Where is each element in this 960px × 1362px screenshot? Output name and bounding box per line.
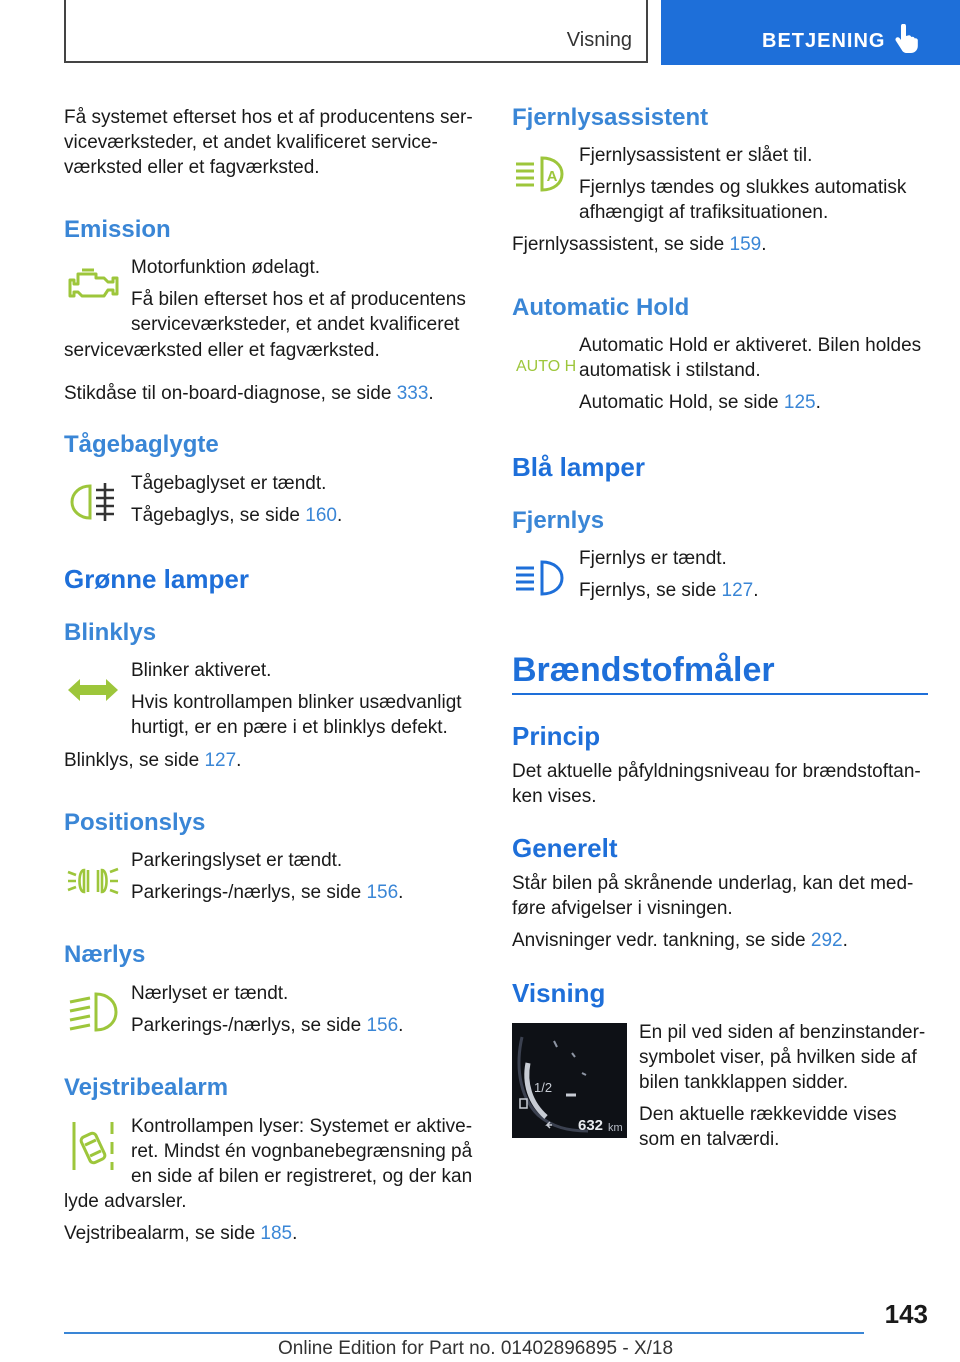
high-beam-assist-ref-link[interactable]: 159 — [729, 234, 762, 255]
general-line-a: Står bilen på skrånende underlag, kan det med- — [512, 873, 914, 894]
display-body — [639, 1020, 939, 1152]
engine-warning-icon — [68, 266, 120, 302]
high-beam-ref-link[interactable]: 127 — [721, 580, 754, 601]
parking-light-icon — [66, 866, 120, 896]
high-beam-ref: Fjernlys, se side 127. — [579, 580, 759, 601]
low-beam-heading: Nærlys — [64, 941, 146, 968]
position-line1: Parkeringslyset er tændt. — [131, 850, 343, 871]
blinker-line2b: hurtigt, er en pære i et blinklys defekt. — [131, 717, 448, 738]
principle-body — [512, 759, 942, 809]
auto-hold-ref: Automatic Hold, se side 125. — [579, 392, 821, 413]
turn-signal-icon — [66, 675, 120, 705]
section-title: Visning — [566, 29, 632, 51]
principle-line-a: Det aktuelle påfyldningsniveau for brændstoftan- — [512, 761, 921, 782]
lane-line1b: ret. Mindst én vognbanebegrænsning på — [131, 1141, 473, 1162]
general-line-b: føre afvigelser i visningen. — [512, 898, 733, 919]
principle-line-b: ken vises. — [512, 786, 597, 807]
high-beam-assist-line1: Fjernlysassistent er slået til. — [579, 145, 813, 166]
auto-hold-ref-text: Automatic Hold, se side — [579, 392, 784, 413]
auto-hold-ref-link[interactable]: 125 — [783, 392, 816, 413]
blinker-ref: Blinklys, se side 127. — [64, 750, 242, 771]
blinker-ref-link[interactable]: 127 — [204, 750, 237, 771]
lane-line1c: en side af bilen er registreret, og der kan — [131, 1166, 473, 1187]
fuel-gauge-image — [512, 1023, 627, 1138]
intro-text: Få systemet efterset hos et af producentens ser- viceværksteder, et andet kvalificeret service- værksted eller et fagværksted. — [64, 107, 473, 178]
lane-line1d: lyde advarsler. — [64, 1191, 187, 1212]
high-beam-assist-icon — [514, 154, 566, 194]
chapter-tab-label: BETJENING — [762, 30, 886, 52]
emission-line1: Motorfunktion ødelagt. — [131, 257, 321, 278]
emission-ref-link[interactable]: 333 — [396, 383, 429, 404]
fog-ref-text: Tågebaglys, se side — [131, 505, 306, 526]
blinker-body — [131, 658, 491, 740]
emission-line2b: serviceværksteder, et andet kvalificeret — [131, 314, 460, 335]
low-beam-line1: Nærlyset er tændt. — [131, 983, 289, 1004]
auto-hold-body — [579, 333, 939, 415]
display-line-2a: Den aktuelle rækkevidde vises — [639, 1104, 897, 1125]
gauge-range-unit: km — [608, 1122, 623, 1134]
hand-pointer-icon — [893, 24, 921, 54]
low-beam-ref-text: Parkerings-/nærlys, se side — [131, 1015, 367, 1036]
high-beam-assist-line2a: Fjernlys tændes og slukkes automatisk — [579, 177, 907, 198]
general-ref-link[interactable]: 292 — [810, 930, 843, 951]
blinker-line2a: Hvis kontrollampen blinker usædvanligt — [131, 692, 462, 713]
fuel-gauge-heading: Brændstofmåler — [512, 651, 775, 689]
fog-ref: Tågebaglys, se side 160. — [131, 505, 343, 526]
high-beam-line1: Fjernlys er tændt. — [579, 548, 727, 569]
position-ref: Parkerings-/nærlys, se side 156. — [131, 882, 404, 903]
high-beam-ref-text: Fjernlys, se side — [579, 580, 722, 601]
display-line-2b: som en talværdi. — [639, 1129, 780, 1150]
gauge-range-value: 632 — [578, 1117, 604, 1134]
footer-rule — [64, 1332, 864, 1334]
emission-body — [131, 255, 491, 337]
high-beam-assist-heading: Fjernlysassistent — [512, 104, 709, 131]
emission-ref-text: Stikdåse til on-board-diagnose, se side — [64, 383, 397, 404]
general-heading: Generelt — [512, 833, 618, 863]
emission-line2c: serviceværksted eller et fagværksted. — [64, 340, 380, 361]
fog-body — [131, 471, 491, 528]
header-box — [64, 0, 648, 63]
green-lamps-heading: Grønne lamper — [64, 564, 249, 594]
blue-lamps-heading: Blå lamper — [512, 452, 645, 482]
high-beam-heading: Fjernlys — [512, 507, 605, 534]
blinker-ref-text: Blinklys, se side — [64, 750, 205, 771]
position-heading: Positionslys — [64, 809, 206, 836]
fog-ref-link[interactable]: 160 — [305, 505, 337, 526]
low-beam-icon — [66, 990, 120, 1034]
rear-fog-light-icon — [68, 480, 120, 524]
edition-text: Online Edition for Part no. 01402896895 - X/18 — [278, 1338, 674, 1359]
blinker-line1: Blinker aktiveret. — [131, 660, 272, 681]
general-ref: Anvisninger vedr. tankning, se side 292. — [512, 930, 848, 951]
general-ref-text: Anvisninger vedr. tankning, se side — [512, 930, 811, 951]
auto-hold-line1a: Automatic Hold er aktiveret. Bilen holdes — [579, 335, 922, 356]
high-beam-icon — [514, 558, 566, 598]
lane-heading: Vejstribealarm — [64, 1074, 229, 1101]
high-beam-assist-body — [579, 143, 939, 225]
blinker-heading: Blinklys — [64, 619, 157, 646]
lane-departure-icon — [70, 1118, 116, 1174]
fog-heading: Tågebaglygte — [64, 431, 219, 458]
svg-text:A: A — [546, 168, 558, 185]
gauge-half-label: 1/2 — [534, 1080, 553, 1095]
auto-hold-icon: AUTO H — [516, 358, 577, 375]
low-beam-ref: Parkerings-/nærlys, se side 156. — [131, 1015, 404, 1036]
section-rule — [512, 693, 928, 695]
emission-ref: Stikdåse til on-board-diagnose, se side 333. — [64, 383, 434, 404]
lane-line1a: Kontrollampen lyser: Systemet er aktive- — [131, 1116, 473, 1137]
high-beam-assist-line2b: afhængigt af trafiksituationen. — [579, 202, 829, 223]
page-number: 143 — [884, 1299, 928, 1329]
emission-heading: Emission — [64, 216, 171, 243]
chapter-tab[interactable] — [661, 0, 960, 65]
high-beam-body — [579, 546, 939, 603]
position-ref-link[interactable]: 156 — [366, 882, 399, 903]
position-body — [131, 848, 491, 905]
display-line-1c: bilen tankklappen sidder. — [639, 1072, 849, 1093]
fog-line1: Tågebaglyset er tændt. — [131, 473, 327, 494]
emission-line2a: Få bilen efterset hos et af producentens — [131, 289, 466, 310]
low-beam-body — [131, 981, 491, 1038]
display-line-1a: En pil ved siden af benzinstander- — [639, 1022, 926, 1043]
display-line-1b: symbolet viser, på hvilken side af — [639, 1047, 917, 1068]
lane-ref-text: Vejstribealarm, se side — [64, 1223, 261, 1244]
auto-hold-line1b: automatisk i stilstand. — [579, 360, 761, 381]
high-beam-assist-ref: Fjernlysassistent, se side 159. — [512, 234, 767, 255]
lane-body — [131, 1114, 491, 1189]
lane-ref-link[interactable]: 185 — [260, 1223, 293, 1244]
position-ref-text: Parkerings-/nærlys, se side — [131, 882, 367, 903]
low-beam-ref-link[interactable]: 156 — [366, 1015, 399, 1036]
principle-heading: Princip — [512, 721, 601, 751]
lane-ref: Vejstribealarm, se side 185. — [64, 1223, 298, 1244]
display-heading: Visning — [512, 978, 606, 1008]
auto-hold-heading: Automatic Hold — [512, 294, 690, 321]
intro-paragraph — [64, 105, 484, 180]
high-beam-assist-ref-text: Fjernlysassistent, se side — [512, 234, 730, 255]
general-body — [512, 871, 942, 953]
